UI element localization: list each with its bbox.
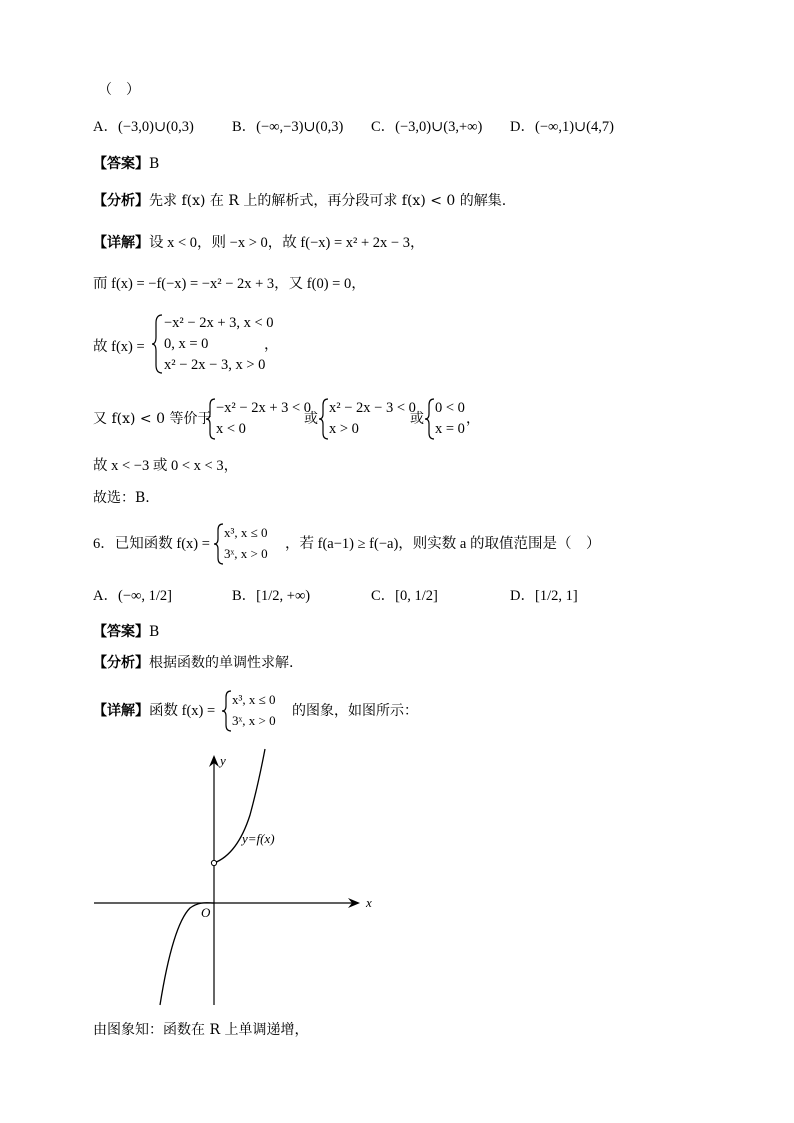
open-point-icon (211, 860, 216, 865)
q6-detail-piece-1: x³, x ≤ 0 (232, 692, 276, 707)
q6-answer-line: 【答案】B (93, 624, 160, 640)
analysis-line: 【分析】先求 f(x) 在 R 上的解析式，再分段可求 f(x) < 0 的解集. (93, 193, 507, 209)
system-3-a: 0 < 0 (435, 400, 465, 416)
answer-value: B (149, 156, 160, 172)
piecewise-suffix: ， (264, 337, 279, 353)
left-brace-icon (319, 397, 329, 441)
left-brace-icon (425, 397, 435, 441)
left-brace-icon (152, 313, 164, 375)
piecewise-prefix: 故 f(x) = (93, 339, 145, 355)
system-1-b: x < 0 (216, 421, 246, 437)
system-2-a: x² − 2x − 3 < 0 (329, 400, 416, 416)
q6-stem-rest: ，若 f(a−1) ≥ f(−a)，则实数 a 的取值范围是（ ） (285, 536, 601, 552)
or-2: 或 (410, 411, 424, 427)
piece-2: 0, x = 0 (164, 336, 209, 352)
left-brace-icon (214, 522, 224, 566)
piece-3: x² − 2x − 3, x > 0 (164, 357, 266, 373)
detail-line-1: 【详解】设 x < 0，则 −x > 0，故 f(−x) = x² + 2x − 3， (93, 235, 425, 251)
system-1-a: −x² − 2x + 3 < 0 (216, 400, 312, 416)
left-brace-icon (222, 689, 232, 733)
q6-option-c: C．[0, 1/2] (371, 588, 438, 604)
systems-suffix: ， (466, 411, 480, 427)
option-d: D．(−∞,1)∪(4,7) (510, 119, 614, 135)
function-graph (90, 745, 390, 1010)
piece-1: −x² − 2x + 3, x < 0 (164, 315, 274, 331)
system-2-b: x > 0 (329, 421, 359, 437)
q6-analysis-line: 【分析】根据函数的单调性求解. (93, 655, 294, 671)
q6-detail-suffix: 的图象，如图所示： (292, 703, 418, 719)
detail-line-5: 故 x < −3 或 0 < x < 3， (93, 458, 239, 474)
answer-line (93, 154, 159, 174)
systems-prefix: 又 f(x) < 0 等价于 (93, 411, 212, 427)
q6-option-b: B．[1/2, +∞) (232, 588, 311, 604)
curve-label: y=f(x) (242, 831, 275, 846)
detail-line-2: 而 f(x) = −f(−x) = −x² − 2x + 3，又 f(0) = 0， (93, 276, 366, 292)
q6-conclusion: 由图象知：函数在 R 上单调递增， (93, 1022, 309, 1038)
q6-stem-prefix: 6．已知函数 f(x) = (93, 536, 210, 552)
system-3-b: x = 0 (435, 421, 465, 437)
origin-label: O (201, 905, 211, 920)
or-1: 或 (304, 411, 318, 427)
option-b: B．(−∞,−3)∪(0,3) (232, 119, 344, 135)
q6-piece-1: x³, x ≤ 0 (224, 525, 268, 540)
left-brace-icon (206, 397, 216, 441)
x-axis-label: x (366, 895, 372, 910)
q6-detail-prefix: 【详解】函数 f(x) = (93, 703, 216, 719)
answer-tag: 【答案】 (93, 156, 149, 172)
answer-paren: （ ） (98, 82, 140, 98)
y-axis-label: y (220, 753, 226, 768)
q6-detail-piece-2: 3ˣ, x > 0 (232, 713, 276, 728)
choose-line: 故选：B. (93, 490, 150, 506)
q6-option-a: A．(−∞, 1/2] (93, 588, 172, 604)
option-a: A．(−3,0)∪(0,3) (93, 119, 194, 135)
q6-option-d: D．[1/2, 1] (510, 588, 578, 604)
option-c: C．(−3,0)∪(3,+∞) (371, 119, 483, 135)
q6-piece-2: 3ˣ, x > 0 (224, 546, 268, 561)
